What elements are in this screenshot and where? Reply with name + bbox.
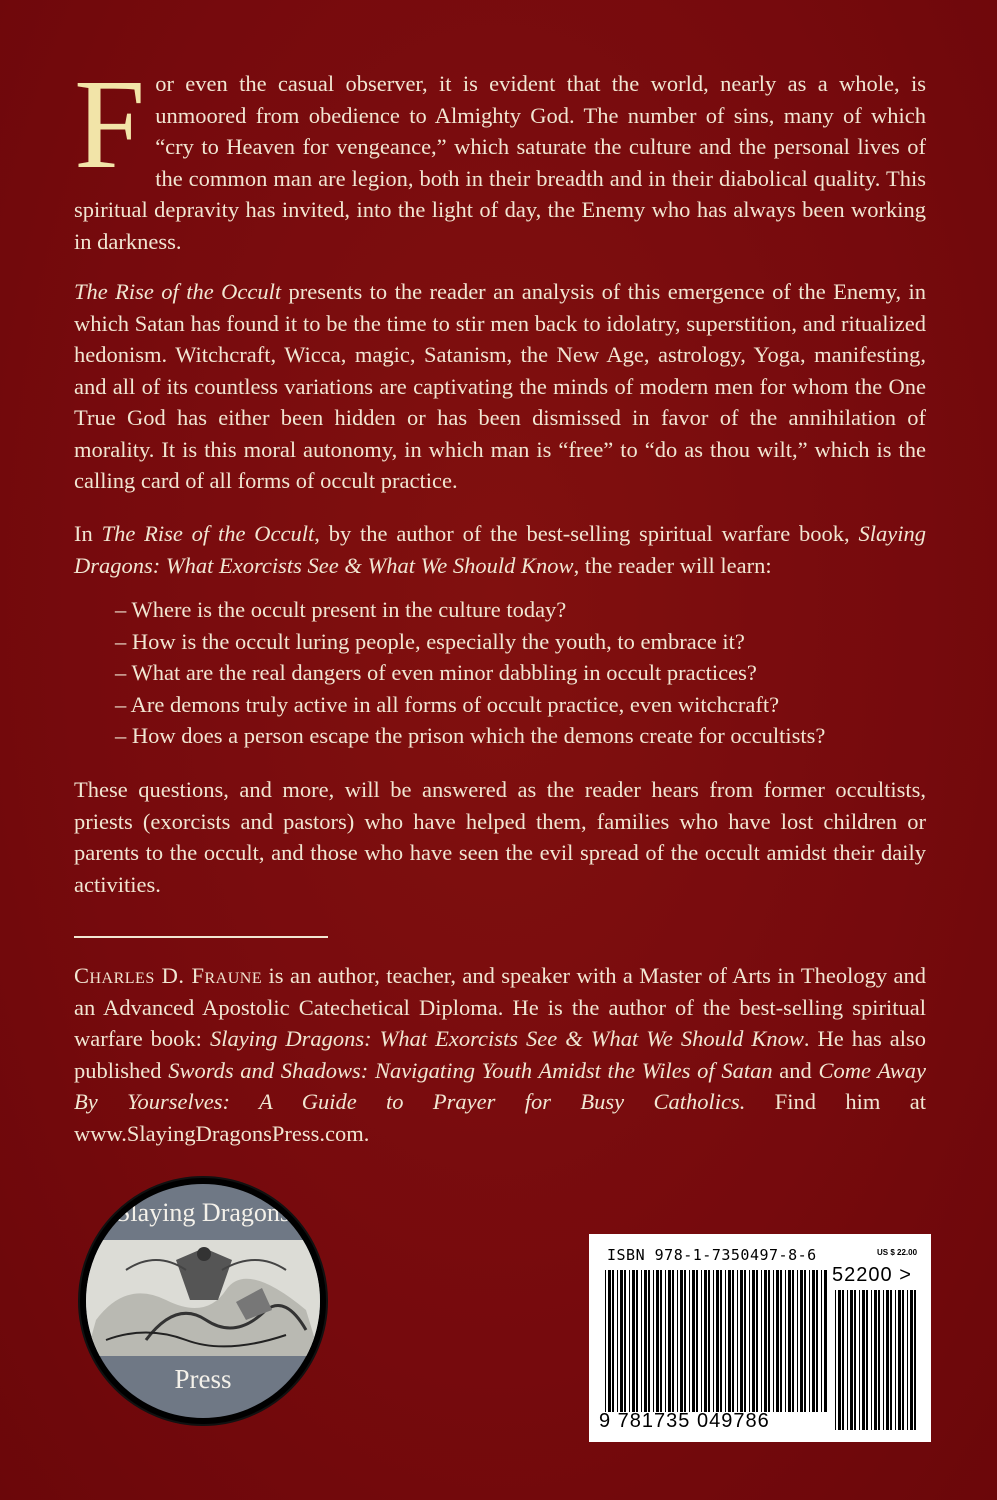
barcode-bar: [768, 1270, 770, 1412]
bio-book-1: Slaying Dragons: What Exorcists See & What We Should Know: [209, 1026, 804, 1051]
barcode-bar: [720, 1270, 722, 1412]
barcode-bar: [656, 1270, 659, 1412]
barcode-bar: [780, 1270, 782, 1412]
learn-paragraph: [74, 518, 926, 581]
barcode-bar: [716, 1270, 719, 1412]
barcode-bar: [653, 1270, 654, 1412]
learn-mid: , by the author of the best-selling spiritual warfare book,: [314, 521, 859, 546]
list-item: – What are the real dangers of even minor dabbling in occult practices?: [115, 657, 825, 689]
barcode-bar: [612, 1270, 614, 1412]
barcode-bar: [761, 1270, 762, 1412]
divider: [74, 936, 328, 938]
barcode-bar: [668, 1270, 671, 1412]
barcode-bar: [866, 1290, 868, 1430]
publisher-logo: [78, 1176, 328, 1426]
list-item: – Are demons truly active in all forms of occult practice, even witchcraft?: [115, 689, 825, 721]
bio-text-1: is an author, teacher, and speaker with a Master of Arts in Theology and an Advanced Apostolic Catechetical Diploma. He is the author of the best-selling spiritual warfare book:: [74, 963, 927, 1051]
barcode-bar: [859, 1290, 860, 1430]
barcode-bar: [850, 1290, 853, 1430]
intro-paragraph: [74, 53, 926, 257]
barcode-bar: [838, 1290, 841, 1430]
barcode-bar: [737, 1270, 738, 1412]
closing-paragraph: These questions, and more, will be answered as the reader hears from former occultists, priests (exorcists and pastors) who have helped them, families who have lost children or parents to the occult, and those who have seen the evil spread of the occult amidst their daily activities.: [74, 777, 926, 897]
barcode-bar: [800, 1270, 803, 1412]
bio-book-2: Swords and Shadows: Navigating Youth Amidst the Wiles of Satan: [168, 1057, 773, 1083]
barcode-bar: [648, 1270, 650, 1412]
barcode-bar: [696, 1270, 698, 1412]
author-name: Charles D. Fraune: [74, 963, 263, 988]
analysis-paragraph: [74, 276, 926, 497]
barcode-bar: [660, 1270, 662, 1412]
bio-text-2: . He has also published: [74, 1026, 926, 1083]
addon-code: [832, 1264, 912, 1287]
bio-text-4: Find him at www.SlayingDragonsPress.com.: [74, 1089, 927, 1146]
ean-digits: 9 781735 049786: [599, 1410, 770, 1432]
barcode-panel: [589, 1234, 931, 1442]
barcode-bar: [776, 1270, 779, 1412]
barcode-bar: [910, 1290, 913, 1430]
barcode-bar: [842, 1290, 844, 1430]
barcode-bar: [620, 1270, 623, 1412]
ean-barcode: [603, 1270, 827, 1412]
learn-in: In: [74, 521, 102, 546]
barcode-bar: [665, 1270, 666, 1412]
barcode-bar: [672, 1270, 674, 1412]
addon-barcode: [833, 1290, 917, 1430]
barcode-bar: [756, 1270, 758, 1412]
barcode-bar: [680, 1270, 683, 1412]
barcode-bar: [629, 1270, 630, 1412]
barcode-bar: [821, 1270, 822, 1412]
list-item: – How is the occult luring people, especially the youth, to embrace it?: [115, 626, 825, 658]
price-text: US $ 22.00: [877, 1248, 918, 1257]
isbn-text: ISBN 978-1-7350497-8-6: [607, 1246, 817, 1264]
barcode-bar: [907, 1290, 908, 1430]
bio-book-3: Come Away By Yourselves: A Guide to Prayer for Busy Catholics.: [74, 1057, 926, 1114]
barcode-bar: [677, 1270, 678, 1412]
barcode-bar: [684, 1270, 686, 1412]
barcode-bar: [632, 1270, 635, 1412]
barcode-bar: [809, 1270, 810, 1412]
barcode-bar: [785, 1270, 786, 1412]
barcode-bar: [644, 1270, 647, 1412]
barcode-bar: [804, 1270, 806, 1412]
barcode-bar: [752, 1270, 755, 1412]
barcode-bar: [898, 1290, 901, 1430]
logo-name: Slaying Dragons: [115, 1198, 291, 1227]
prior-book-title: Slaying Dragons: What Exorcists See & What We Should Know: [74, 521, 926, 578]
intro-text: or even the casual observer, it is evident that the world, nearly as a whole, is unmoored from obedience to Almighty God. The number of sins, many of which “cry to Heaven for vengeance,” which saturate the culture and the personal lives of the common man are legion, both in their breadth and in their diabolical quality. This spiritual depravity has invited, into the light of day, the Enemy who has always been working in darkness.: [74, 71, 926, 254]
barcode-bar: [816, 1270, 818, 1412]
barcode-bar: [797, 1270, 798, 1412]
drop-cap: F: [74, 53, 146, 195]
barcode-bar: [890, 1290, 892, 1430]
addon-arrow: >: [899, 1264, 912, 1286]
barcode-bar: [692, 1270, 695, 1412]
question-list: [115, 594, 825, 752]
learn-end: , the reader will learn:: [573, 552, 772, 578]
barcode-bar: [874, 1290, 877, 1430]
barcode-bar: [788, 1270, 791, 1412]
book-title: The Rise of the Occult: [74, 279, 282, 304]
barcode-bar: [744, 1270, 746, 1412]
barcode-bar: [749, 1270, 750, 1412]
barcode-bar: [704, 1270, 707, 1412]
barcode-bar: [764, 1270, 767, 1412]
barcode-bar: [886, 1290, 889, 1430]
logo-press: Press: [174, 1364, 232, 1394]
barcode-bar: [708, 1270, 710, 1412]
barcode-bar: [902, 1290, 904, 1430]
barcode-bar: [914, 1290, 916, 1430]
barcode-bar: [728, 1270, 731, 1412]
barcode-bar: [812, 1270, 815, 1412]
bio-text-3: and: [772, 1057, 819, 1083]
addon-digits: 52200: [832, 1264, 893, 1286]
barcode-bar: [608, 1270, 611, 1412]
barcode-bar: [883, 1290, 884, 1430]
list-item: – Where is the occult present in the culture today?: [115, 594, 825, 626]
barcode-bar: [624, 1270, 626, 1412]
list-item: – How does a person escape the prison which the demons create for occultists?: [115, 720, 825, 752]
barcode-bar: [740, 1270, 743, 1412]
barcode-bar: [701, 1270, 702, 1412]
barcode-bar: [835, 1290, 836, 1430]
barcode-bar: [773, 1270, 774, 1412]
barcode-bar: [878, 1290, 880, 1430]
author-bio: [74, 960, 926, 1149]
barcode-bar: [862, 1290, 865, 1430]
dragon-engraving: [86, 1240, 320, 1356]
barcode-bar: [792, 1270, 794, 1412]
barcode-bar: [895, 1290, 896, 1430]
barcode-bar: [824, 1270, 827, 1412]
barcode-bar: [854, 1290, 856, 1430]
barcode-bar: [636, 1270, 638, 1412]
barcode-bar: [847, 1290, 848, 1430]
analysis-text: presents to the reader an analysis of this emergence of the Enemy, in which Satan has found it to be the time to stir men back to idolatry, superstition, and ritualized hedonism. Witchcraft, Wicca, magic, Satanism, the New Age, astrology, Yoga, manifesting, and all of its countless variations are captivating the minds of modern men for whom the One True God has either been hidden or has been dismissed in favor of the annihilation of morality. It is this moral autonomy, in which man is “free” to “do as thou wilt,” which is the calling card of all forms of occult practice.: [74, 279, 926, 493]
barcode-bar: [732, 1270, 734, 1412]
book-title-ref: The Rise of the Occult: [101, 521, 315, 546]
logo-field: [86, 1184, 320, 1418]
barcode-bar: [725, 1270, 726, 1412]
barcode-bar: [641, 1270, 642, 1412]
barcode-bar: [689, 1270, 690, 1412]
barcode-bar: [605, 1270, 606, 1412]
barcode-bar: [617, 1270, 618, 1412]
barcode-bar: [871, 1290, 872, 1430]
barcode-bar: [713, 1270, 714, 1412]
